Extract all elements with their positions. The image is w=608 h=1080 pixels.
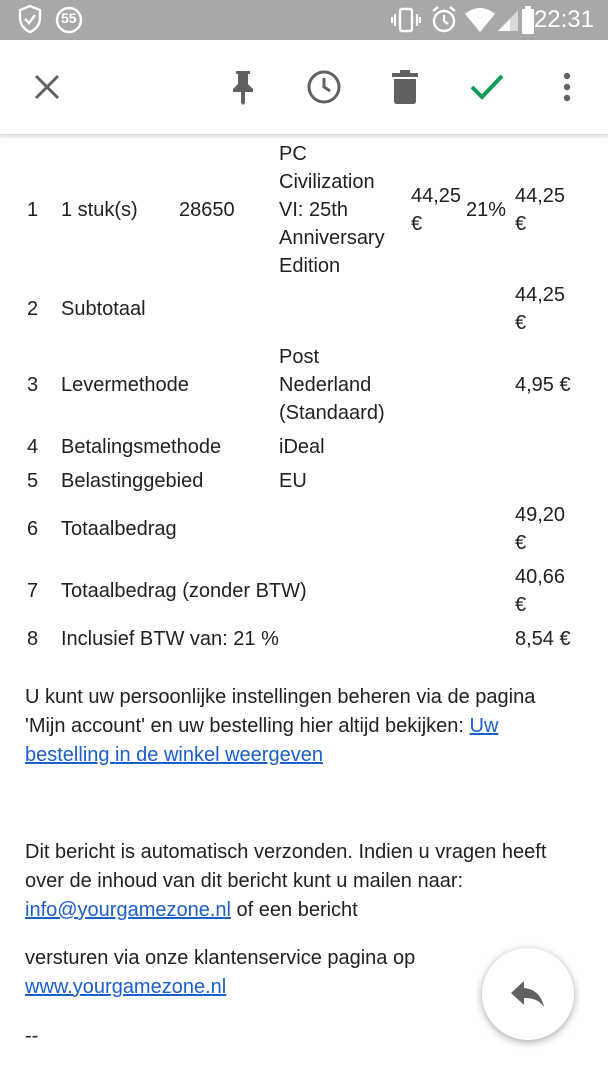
row-label: Subtotaal [61,298,146,320]
row-total-line: 49,20 [515,504,566,526]
row-total-line: € [515,312,527,334]
service-text: versturen via onze klantenservice pagina op [25,947,416,969]
row-label: Levermethode [61,374,189,396]
row-total-line: 40,66 [515,566,566,588]
row-total-line: 8,54 € [515,628,571,650]
website-link[interactable]: www.yourgamezone.nl [25,976,227,998]
row-description-line: iDeal [279,436,325,458]
row-total-line: € [515,532,527,554]
row-description-line: (Standaard) [279,402,385,424]
vat-rate: 21% [466,199,507,221]
reply-icon [511,981,545,1007]
close-button[interactable] [23,63,71,111]
notification-count: 55 [61,10,77,26]
row-description-line: VI: 25th [279,199,348,221]
row-number: 7 [27,580,39,602]
mark-done-button[interactable] [463,63,511,111]
auto-message-line3: of een bericht [230,899,358,921]
account-paragraph [25,683,570,770]
unit-price-line: 44,25 [411,185,462,207]
status-bar [0,0,608,40]
reply-fab[interactable] [482,948,574,1040]
delete-button[interactable] [381,63,429,111]
product-code: 28650 [179,199,235,221]
unit-price-line: € [411,213,423,235]
row-label: Inclusief BTW van: 21 % [61,628,279,650]
row-description-line: Anniversary [279,227,385,249]
account-text-line1: U kunt uw persoonlijke instellingen beheren via de pagina [25,686,536,708]
more-options-button[interactable] [543,63,591,111]
view-order-link[interactable]: bestelling in de winkel weergeven [25,744,323,766]
support-email-link[interactable]: info@yourgamezone.nl [25,899,231,921]
row-total-line: 44,25 [515,185,566,207]
mail-toolbar [0,40,608,135]
row-number: 6 [27,518,39,540]
wifi-icon [464,7,496,38]
row-number: 1 [27,199,39,221]
close-icon [34,74,60,100]
row-description-line: Nederland [279,374,372,396]
pin-button[interactable] [219,63,267,111]
row-description-line: Post [279,346,320,368]
row-number: 5 [27,470,39,492]
clock-time: 22:31 [533,6,594,33]
row-total-line: € [515,594,527,616]
account-text-line2: 'Mijn account' en uw bestelling hier altijd bekijken: [25,715,470,737]
view-order-link-start[interactable]: Uw [469,715,499,737]
notification-55-icon [54,5,84,40]
vibrate-icon [391,6,421,39]
row-description-line: EU [279,470,307,492]
auto-message-line1: Dit bericht is automatisch verzonden. Indien u vragen heeft [25,841,547,863]
row-number: 8 [27,628,39,650]
trash-icon [392,70,418,104]
row-total-line: 44,25 [515,284,566,306]
row-description-line: Edition [279,255,341,277]
battery-icon [522,6,534,39]
auto-message-paragraph [25,838,570,925]
row-number: 4 [27,436,39,458]
snooze-clock-icon [306,69,342,105]
signal-icon [496,8,520,37]
alarm-icon [430,5,458,40]
row-label: 1 stuk(s) [61,199,138,221]
row-total-line: 4,95 € [515,374,571,396]
message-body [0,135,608,1080]
row-total-line: € [515,213,527,235]
pin-icon [230,69,256,105]
row-description-line: Civilization [279,171,375,193]
row-label: Belastinggebied [61,470,204,492]
row-description-line: PC [279,143,307,165]
row-label: Totaalbedrag [61,518,177,540]
snooze-button[interactable] [300,63,348,111]
row-label: Betalingsmethode [61,436,222,458]
done-check-icon [470,73,504,101]
row-label: Totaalbedrag (zonder BTW) [61,580,307,602]
row-number: 3 [27,374,39,396]
auto-message-line2: over de inhoud van dit bericht kunt u mailen naar: [25,870,464,892]
signature-separator: -- [25,1025,39,1047]
more-vert-icon [563,72,571,102]
shield-check-icon [18,4,42,39]
row-number: 2 [27,298,39,320]
